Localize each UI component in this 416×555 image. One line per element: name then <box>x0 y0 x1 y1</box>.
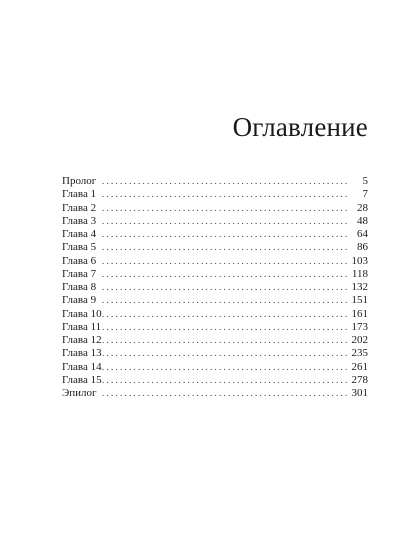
dot-leader <box>102 308 350 321</box>
dot-leader <box>102 281 350 294</box>
toc-entry-label: Пролог <box>62 175 97 187</box>
toc-entry-label: Глава 1 <box>62 188 97 201</box>
toc-entry[interactable] <box>62 321 368 334</box>
toc-entry-page: 64 <box>357 228 368 240</box>
toc-entry[interactable] <box>62 255 368 268</box>
toc-entry-label: Глава 12 <box>62 334 102 346</box>
toc-entry-label: Глава 13 <box>62 347 102 360</box>
toc-entry[interactable] <box>62 188 368 201</box>
toc-entry[interactable] <box>62 228 368 241</box>
toc-entry[interactable] <box>62 308 368 321</box>
dot-leader <box>102 215 350 228</box>
toc-entry-page: 118 <box>351 267 368 280</box>
toc-entry[interactable] <box>62 347 368 360</box>
dot-leader <box>102 321 350 334</box>
toc-entry-label: Глава 10 <box>62 307 102 320</box>
toc-entry-label: Глава 11 <box>62 320 102 333</box>
toc-entry[interactable] <box>62 374 368 387</box>
toc-entry-page: 86 <box>357 241 368 254</box>
toc-entry-page: 48 <box>357 214 368 227</box>
toc-entry-label: Глава 7 <box>62 267 97 280</box>
toc-entry-label: Глава 8 <box>62 281 97 293</box>
toc-entry-page: 261 <box>351 360 368 373</box>
toc-entry-page: 278 <box>351 373 368 386</box>
toc-entry-label: Глава 3 <box>62 214 97 227</box>
dot-leader <box>102 268 350 281</box>
dot-leader <box>102 334 350 347</box>
toc-entry-page: 7 <box>362 188 368 201</box>
dot-leader <box>102 255 350 268</box>
dot-leader <box>102 361 350 374</box>
toc-entry[interactable] <box>62 268 368 281</box>
toc-entry-label: Глава 4 <box>62 228 97 240</box>
toc-entry-page: 235 <box>351 347 368 360</box>
table-of-contents <box>62 175 368 400</box>
toc-entry-page: 301 <box>351 387 368 399</box>
toc-entry-label: Глава 15 <box>62 373 102 386</box>
dot-leader <box>102 228 350 241</box>
toc-entry-label: Эпилог <box>62 387 97 399</box>
dot-leader <box>102 175 350 188</box>
toc-entry-label: Глава 5 <box>62 241 97 254</box>
toc-entry-label: Глава 14 <box>62 360 102 373</box>
toc-entry-page: 5 <box>362 175 368 187</box>
dot-leader <box>102 294 350 307</box>
toc-entry-label: Глава 2 <box>62 201 97 214</box>
toc-entry-page: 28 <box>357 201 368 214</box>
page-title: Оглавление <box>232 112 368 142</box>
dot-leader <box>102 387 350 400</box>
toc-entry-page: 202 <box>351 334 368 346</box>
toc-entry-page: 103 <box>351 254 368 267</box>
toc-entry-label: Глава 6 <box>62 254 97 267</box>
toc-entry-page: 132 <box>351 281 368 293</box>
toc-entry[interactable] <box>62 215 368 228</box>
dot-leader <box>102 188 350 201</box>
dot-leader <box>102 347 350 360</box>
dot-leader <box>102 241 350 254</box>
toc-entry[interactable] <box>62 241 368 254</box>
toc-entry[interactable] <box>62 387 368 400</box>
dot-leader <box>102 374 350 387</box>
toc-entry[interactable] <box>62 202 368 215</box>
toc-entry[interactable] <box>62 294 368 307</box>
toc-entry-page: 151 <box>351 294 368 307</box>
toc-entry[interactable] <box>62 361 368 374</box>
toc-entry[interactable] <box>62 281 368 294</box>
toc-entry-label: Глава 9 <box>62 294 97 307</box>
dot-leader <box>102 202 350 215</box>
toc-entry[interactable] <box>62 175 368 188</box>
toc-entry[interactable] <box>62 334 368 347</box>
toc-entry-page: 173 <box>351 320 368 333</box>
toc-entry-page: 161 <box>351 307 368 320</box>
